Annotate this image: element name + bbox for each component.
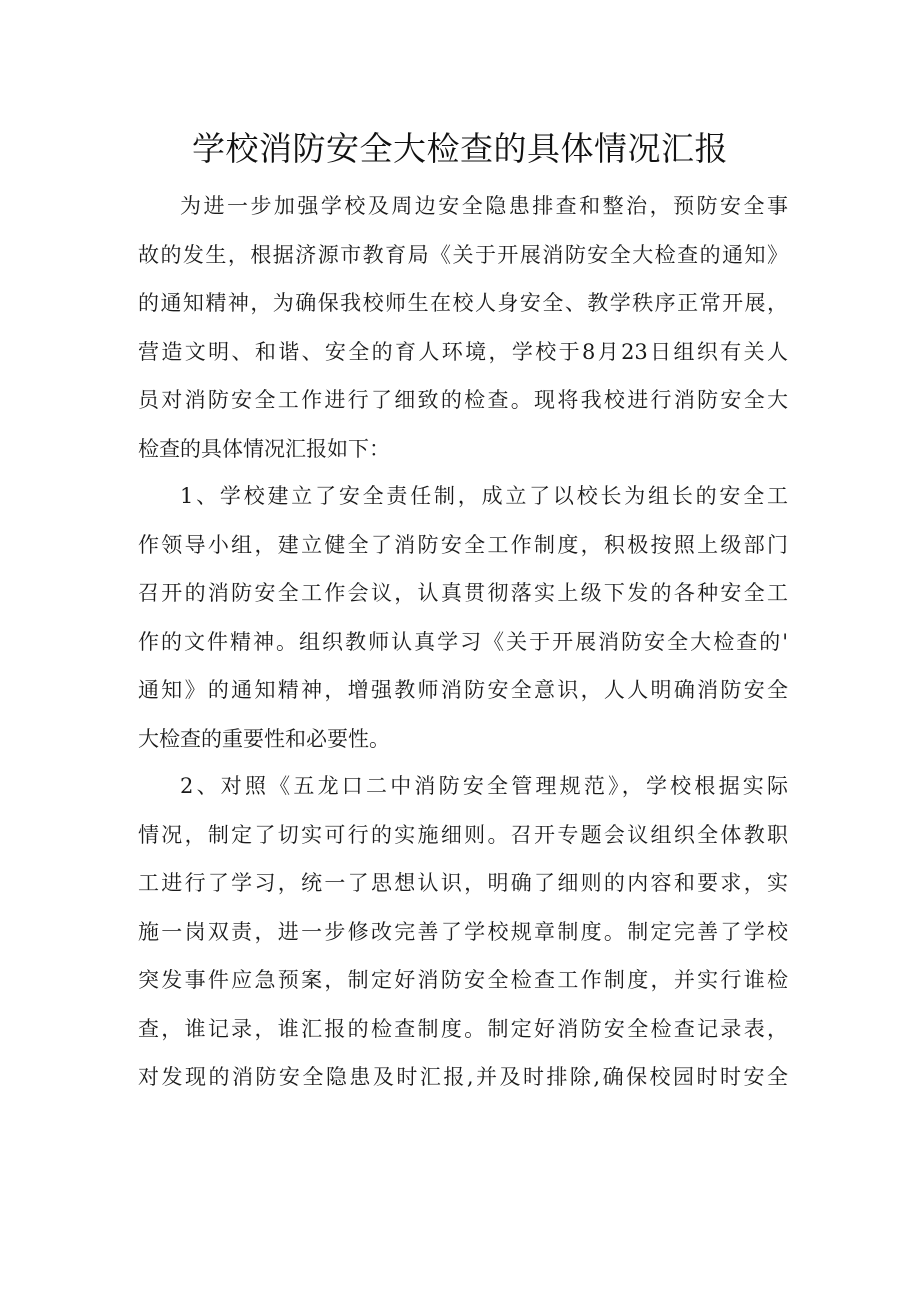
paragraph-line: 作领导小组，建立健全了消防安全工作制度，积极按照上级部门 [138,532,788,557]
paragraph-line: 施一岗双责，进一步修改完善了学校规章制度。制定完善了学校 [138,919,788,944]
paragraph-line: 查，谁记录，谁汇报的检查制度。制定好消防安全检查记录表， [138,1016,788,1041]
paragraph-1 [138,182,788,473]
paragraph-2 [138,472,788,763]
paragraph-line: 情况，制定了切实可行的实施细则。召开专题会议组织全体教职 [138,822,788,847]
paragraph-line: 突发事件应急预案，制定好消防安全检查工作制度，并实行谁检 [138,968,788,992]
paragraph-line: 大检查的重要性和必要性。 [138,726,390,751]
paragraph-line: 1、学校建立了安全责任制，成立了以校长为组长的安全工 [180,484,788,508]
paragraph-line: 2、对照《五龙口二中消防安全管理规范》，学校根据实际 [180,774,788,798]
paragraph-line: 的通知精神，为确保我校师生在校人身安全、教学秩序正常开展， [138,291,788,315]
paragraph-line: 营造文明、和谐、安全的育人环境，学校于8月23日组织有关人 [138,339,788,364]
paragraph-line: 员对消防安全工作进行了细致的检查。现将我校进行消防安全大 [138,388,788,412]
document-title: 学校消防安全大检查的具体情况汇报 [192,129,728,168]
paragraph-line: 召开的消防安全工作会议，认真贯彻落实上级下发的各种安全工 [138,581,788,605]
paragraph-line: 作的文件精神。组织教师认真学习《关于开展消防安全大检查的' [138,629,788,654]
paragraph-line: 检查的具体情况汇报如下： [138,436,390,461]
paragraph-3 [138,762,788,1102]
paragraph-line: 通知》的通知精神，增强教师消防安全意识，人人明确消防安全 [138,678,788,702]
paragraph-line: 工进行了学习，统一了思想认识，明确了细则的内容和要求，实 [138,871,788,895]
paragraph-line: 为进一步加强学校及周边安全隐患排查和整治，预防安全事 [180,194,788,218]
paragraph-line: 对发现的消防安全隐患及时汇报,并及时排除,确保校园时时安全 [138,1065,788,1089]
paragraph-line: 故的发生，根据济源市教育局《关于开展消防安全大检查的通知》 [138,242,788,267]
